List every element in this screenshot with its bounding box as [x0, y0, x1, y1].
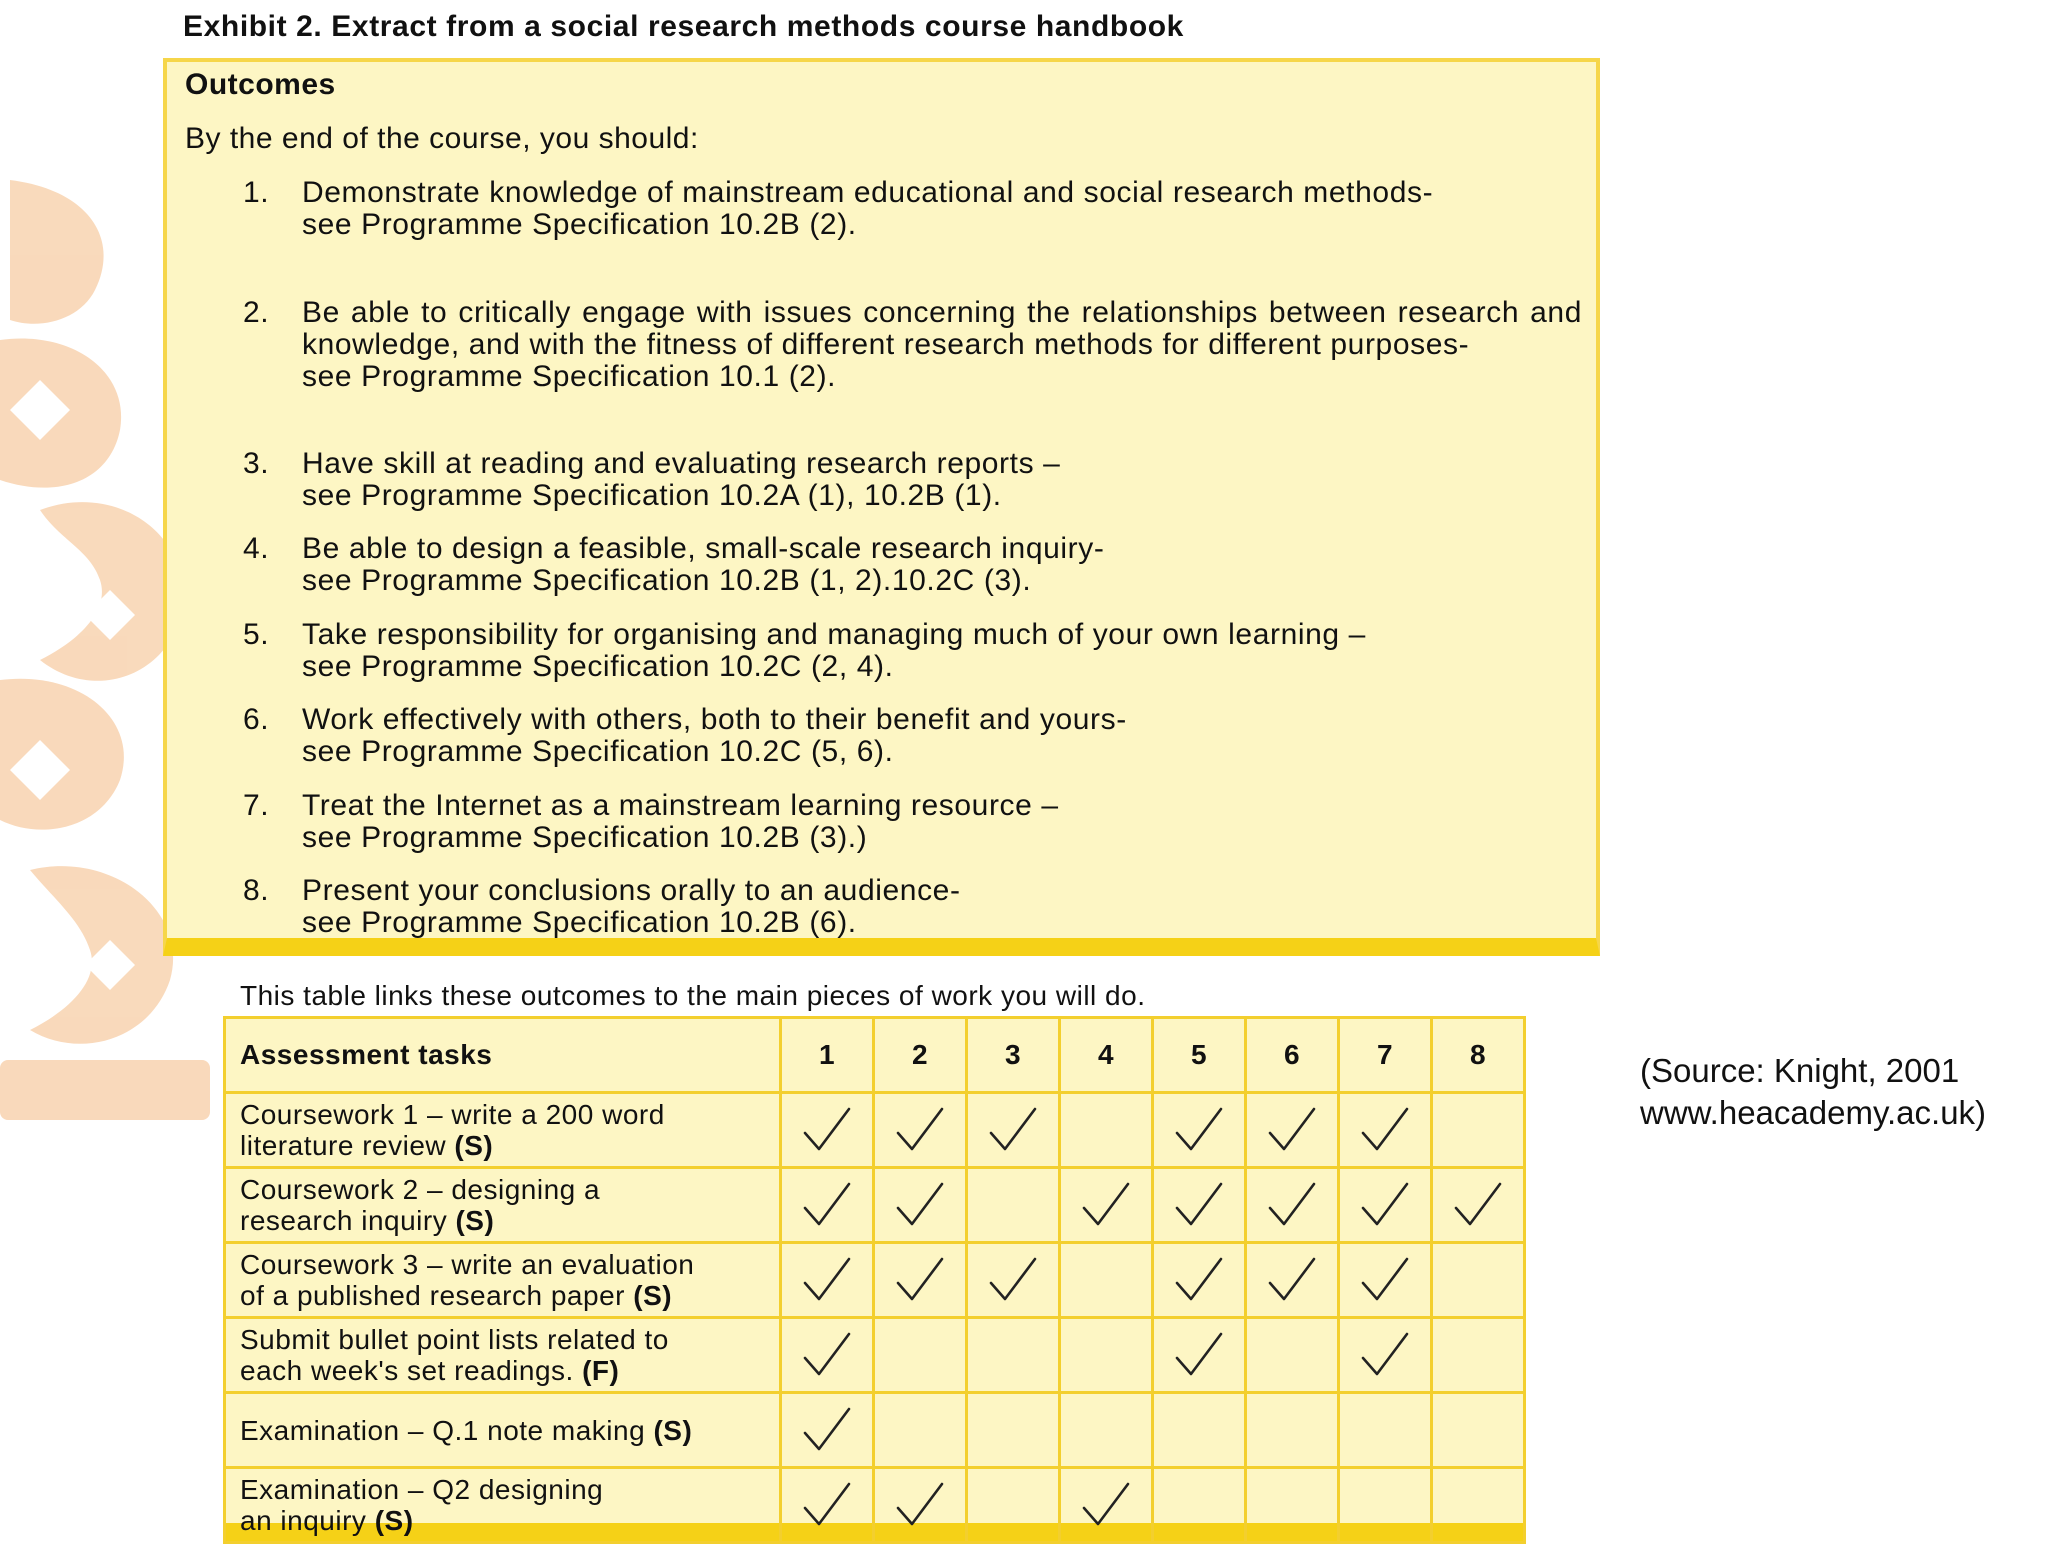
assessment-task-cell	[225, 1243, 781, 1318]
checkmark-icon	[875, 1253, 965, 1307]
outcome-number: 4.	[243, 532, 270, 565]
outcome-reference: see Programme Specification 10.2B (1, 2).10.2C (3).	[302, 564, 1032, 597]
outcome-cell	[874, 1468, 967, 1543]
outcome-cell	[967, 1468, 1060, 1543]
outcome-description: Work effectively with others, both to their benefit and yours-	[302, 703, 1127, 736]
source-line: (Source: Knight, 2001	[1640, 1052, 1960, 1089]
outcome-cell	[967, 1393, 1060, 1468]
outcome-reference: see Programme Specification 10.2B (6).	[302, 906, 857, 939]
outcome-cell	[1060, 1318, 1153, 1393]
task-text: each week's set readings.	[240, 1355, 574, 1386]
outcome-cell	[781, 1318, 874, 1393]
table-row	[225, 1318, 1525, 1393]
outcome-column-header: 6	[1246, 1018, 1339, 1093]
checkmark-icon	[1154, 1328, 1244, 1382]
checkmark-icon	[1340, 1253, 1430, 1307]
outcome-cell	[1060, 1468, 1153, 1543]
outcome-column-header: 4	[1060, 1018, 1153, 1093]
outcome-description: Have skill at reading and evaluating research reports –	[302, 447, 1061, 480]
exhibit-title: Exhibit 2. Extract from a social research methods course handbook	[183, 10, 1184, 43]
outcome-description: Be able to critically engage with issues concerning the relationships between research and knowledge, and with the fitness of different research methods for different purposes-	[302, 296, 1582, 361]
task-text: Coursework 2 – designing a	[240, 1174, 601, 1205]
outcome-cell	[1153, 1243, 1246, 1318]
outcome-column-header: 3	[967, 1018, 1060, 1093]
assessment-type-tag: (S)	[454, 1130, 494, 1161]
outcome-cell	[1339, 1318, 1432, 1393]
outcome-description: Be able to design a feasible, small-scale research inquiry-	[302, 532, 1105, 565]
outcome-cell	[1153, 1468, 1246, 1543]
table-row	[225, 1468, 1525, 1543]
outcome-cell	[781, 1168, 874, 1243]
outcome-cell	[1432, 1468, 1525, 1543]
outcome-cell	[1246, 1093, 1339, 1168]
outcome-description: Demonstrate knowledge of mainstream educational and social research methods-	[302, 176, 1434, 209]
assessment-task-cell	[225, 1093, 781, 1168]
outcome-cell	[1432, 1393, 1525, 1468]
assessment-tasks-header: Assessment tasks	[225, 1018, 781, 1093]
outcome-cell	[1246, 1393, 1339, 1468]
outcome-column-header: 2	[874, 1018, 967, 1093]
checkmark-icon	[1340, 1178, 1430, 1232]
task-text: Examination – Q2 designing	[240, 1474, 604, 1505]
checkmark-icon	[782, 1178, 872, 1232]
outcome-cell	[967, 1318, 1060, 1393]
table-row	[225, 1393, 1525, 1468]
assessment-task-cell	[225, 1468, 781, 1543]
table-row	[225, 1168, 1525, 1243]
checkmark-icon	[782, 1253, 872, 1307]
assessment-type-tag: (S)	[653, 1414, 693, 1446]
assessment-table-panel	[223, 1016, 1523, 1541]
outcome-reference: see Programme Specification 10.2A (1), 10.2B (1).	[302, 479, 1002, 512]
outcome-cell	[781, 1393, 874, 1468]
assessment-type-tag: (S)	[374, 1505, 414, 1536]
outcome-cell	[781, 1468, 874, 1543]
checkmark-icon	[782, 1403, 872, 1457]
outcome-reference: see Programme Specification 10.1 (2).	[302, 360, 837, 393]
outcome-cell	[1432, 1168, 1525, 1243]
assessment-type-tag: (S)	[455, 1205, 495, 1236]
checkmark-icon	[1154, 1178, 1244, 1232]
checkmark-icon	[875, 1103, 965, 1157]
checkmark-icon	[875, 1178, 965, 1232]
outcome-cell	[874, 1318, 967, 1393]
outcome-column-header: 7	[1339, 1018, 1432, 1093]
checkmark-icon	[968, 1103, 1058, 1157]
outcome-number: 2.	[243, 296, 270, 329]
outcome-column-header: 8	[1432, 1018, 1525, 1093]
outcome-number: 3.	[243, 447, 270, 480]
checkmark-icon	[1433, 1178, 1523, 1232]
outcome-cell	[1246, 1468, 1339, 1543]
checkmark-icon	[1247, 1253, 1337, 1307]
table-caption: This table links these outcomes to the main pieces of work you will do.	[240, 980, 1146, 1011]
outcomes-panel	[163, 58, 1600, 956]
assessment-task-cell	[225, 1168, 781, 1243]
outcome-cell	[1432, 1318, 1525, 1393]
outcome-description: Present your conclusions orally to an audience-	[302, 874, 961, 907]
outcome-cell	[967, 1093, 1060, 1168]
checkmark-icon	[782, 1478, 872, 1532]
outcome-cell	[1153, 1168, 1246, 1243]
source-line: www.heacademy.ac.uk)	[1640, 1094, 1987, 1131]
table-row	[225, 1243, 1525, 1318]
checkmark-icon	[968, 1253, 1058, 1307]
task-text: of a published research paper	[240, 1280, 625, 1311]
outcome-number: 5.	[243, 618, 270, 651]
checkmark-icon	[1154, 1103, 1244, 1157]
outcome-cell	[967, 1243, 1060, 1318]
outcome-number: 6.	[243, 703, 270, 736]
outcome-cell	[874, 1393, 967, 1468]
checkmark-icon	[1061, 1178, 1151, 1232]
outcome-cell	[1339, 1393, 1432, 1468]
assessment-type-tag: (S)	[633, 1280, 673, 1311]
outcome-cell	[1339, 1468, 1432, 1543]
outcome-cell	[874, 1093, 967, 1168]
checkmark-icon	[782, 1103, 872, 1157]
outcome-cell	[1246, 1168, 1339, 1243]
outcome-cell	[1246, 1318, 1339, 1393]
outcome-reference: see Programme Specification 10.2C (2, 4).	[302, 650, 894, 683]
outcomes-heading: Outcomes	[185, 68, 336, 101]
table-header-row	[225, 1018, 1525, 1093]
task-text: Coursework 3 – write an evaluation	[240, 1249, 695, 1280]
outcome-cell	[967, 1168, 1060, 1243]
checkmark-icon	[1247, 1103, 1337, 1157]
outcome-column-header: 1	[781, 1018, 874, 1093]
outcome-cell	[1060, 1393, 1153, 1468]
outcome-cell	[781, 1093, 874, 1168]
outcome-description: Take responsibility for organising and managing much of your own learning –	[302, 618, 1366, 651]
task-text: an inquiry	[240, 1505, 367, 1536]
outcome-cell	[1339, 1093, 1432, 1168]
outcome-cell	[1339, 1243, 1432, 1318]
outcome-description: Treat the Internet as a mainstream learning resource –	[302, 789, 1059, 822]
outcome-cell	[1153, 1093, 1246, 1168]
outcome-cell	[874, 1243, 967, 1318]
outcome-cell	[1153, 1318, 1246, 1393]
checkmark-icon	[1061, 1478, 1151, 1532]
assessment-task-cell	[225, 1318, 781, 1393]
checkmark-icon	[1247, 1178, 1337, 1232]
assessment-table	[223, 1016, 1526, 1544]
task-text: Coursework 1 – write a 200 word	[240, 1099, 665, 1130]
outcome-cell	[1060, 1243, 1153, 1318]
checkmark-icon	[1340, 1103, 1430, 1157]
assessment-table-body	[225, 1093, 1525, 1543]
outcome-cell	[1432, 1093, 1525, 1168]
assessment-type-tag: (F)	[582, 1355, 620, 1386]
outcome-cell	[1060, 1093, 1153, 1168]
outcome-reference: see Programme Specification 10.2B (2).	[302, 208, 857, 241]
task-text: Examination – Q.1 note making	[240, 1414, 646, 1446]
checkmark-icon	[1154, 1253, 1244, 1307]
checkmark-icon	[782, 1328, 872, 1382]
checkmark-icon	[875, 1478, 965, 1532]
checkmark-icon	[1340, 1328, 1430, 1382]
outcome-cell	[1432, 1243, 1525, 1318]
outcome-reference: see Programme Specification 10.2C (5, 6).	[302, 735, 894, 768]
outcome-cell	[874, 1168, 967, 1243]
outcome-column-header: 5	[1153, 1018, 1246, 1093]
outcome-number: 1.	[243, 176, 270, 209]
outcome-cell	[1153, 1393, 1246, 1468]
outcome-cell	[1060, 1168, 1153, 1243]
task-text: Submit bullet point lists related to	[240, 1324, 669, 1355]
outcome-cell	[1339, 1168, 1432, 1243]
task-text: literature review	[240, 1130, 447, 1161]
task-text: research inquiry	[240, 1205, 448, 1236]
outcomes-intro: By the end of the course, you should:	[185, 122, 699, 155]
table-row	[225, 1093, 1525, 1168]
outcome-number: 8.	[243, 874, 270, 907]
outcome-cell	[781, 1243, 874, 1318]
outcome-reference: see Programme Specification 10.2B (3).)	[302, 821, 868, 854]
outcome-number: 7.	[243, 789, 270, 822]
assessment-task-cell	[225, 1393, 781, 1468]
source-citation	[1640, 1050, 1986, 1134]
outcome-cell	[1246, 1243, 1339, 1318]
